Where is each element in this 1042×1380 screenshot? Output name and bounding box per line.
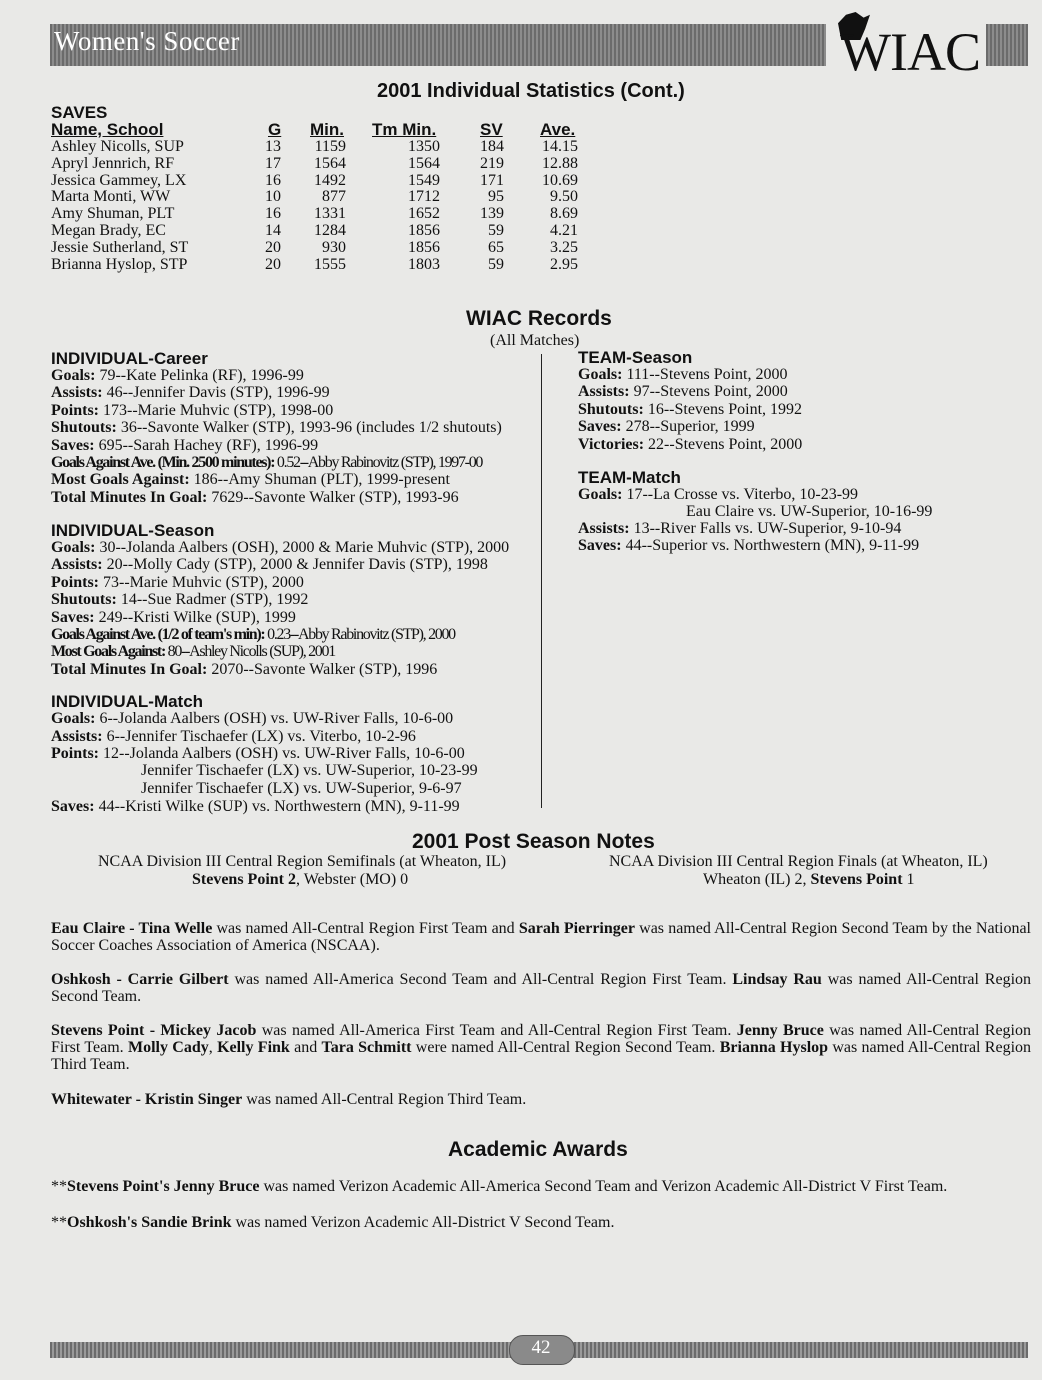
record-line [51,643,335,661]
note-text: was named All-America First Team and All-Central Region First Team. [256,1022,737,1039]
note-text: was named All-Central Region Third Team. [242,1091,527,1108]
table-cell-player-name: Ashley Nicolls, SUP [51,138,184,155]
record-line [51,591,308,609]
note-highlight: Eau Claire - Tina Welle [51,920,213,937]
table-cell-saves: 59 [488,222,504,239]
table-cell-minutes: 930 [322,238,346,256]
table-row [0,138,1042,156]
note-text: and [289,1039,322,1056]
table-row [0,256,1042,274]
records-title: WIAC Records [466,307,612,330]
table-cell-player-name: Jessica Gammey, LX [51,171,187,189]
table-cell-player-name: Apryl Jennrich, RF [51,154,175,172]
record-line [51,539,509,557]
record-line [51,419,502,437]
column-header-min: Min. [310,120,344,139]
record-line [51,556,488,574]
team-match-heading: TEAM-Match [578,468,681,487]
match-points-record-cont: Jennifer Tischaefer (LX) vs. UW-Superior, 10-23-99 [141,762,478,779]
note-text: ** [51,1214,67,1231]
table-cell-games: 20 [265,238,281,256]
match-assists-record: Assists: 6--Jennifer Tischaefer (LX) vs. Viterbo, 10-2-96 [51,728,416,745]
team-match-assists-record: Assists: 13--River Falls vs. UW-Superior, 9-10-94 [578,520,902,537]
note-highlight: Tara Schmitt [321,1039,412,1056]
record-label: Most Goals Against: [51,643,165,661]
column-header-sv: SV [480,120,503,139]
column-divider [541,354,542,808]
team-match-saves-record: Saves: 44--Superior vs. Northwestern (MN), 9-11-99 [578,537,920,554]
note-paragraph [51,1214,1031,1231]
academic-awards-title: Academic Awards [448,1138,628,1161]
record-line [51,437,318,455]
note-paragraph [51,920,1031,954]
record-label: Goals Against Ave. (1/2 of team's min): [51,626,265,643]
note-text: was named All-Central Region Third Team. [51,1039,1032,1073]
individual-match-heading: INDIVIDUAL-Match [51,692,204,711]
record-value: 0.52--Abby Rabinovitz (STP), 1997-00 [274,454,483,471]
record-label: Saves: [578,418,622,436]
record-value: 16--Stevens Point, 1992 [643,400,803,418]
table-cell-games: 20 [265,255,281,273]
table-cell-team-minutes: 1350 [408,138,440,155]
record-label: Total Minutes In Goal: [51,660,208,678]
record-label: Goals Against Ave. (Min. 2500 minutes): [51,454,275,471]
record-value: 278--Superior, 1999 [621,418,755,436]
table-cell-player-name: Megan Brady, EC [51,222,166,239]
table-cell-average: 2.95 [550,255,578,273]
table-cell-player-name: Amy Shuman, PLT [51,205,175,223]
table-row [0,188,1042,206]
record-value: 80--Ashley Nicolls (SUP), 2001 [164,643,335,661]
table-cell-team-minutes: 1549 [408,171,440,189]
record-line [578,401,802,419]
record-line [51,489,459,507]
record-value: 22--Stevens Point, 2000 [644,435,803,453]
table-cell-minutes: 1555 [314,255,346,273]
table-cell-team-minutes: 1856 [408,238,440,256]
column-header-tm-min: Tm Min. [372,120,437,139]
record-label: Total Minutes In Goal: [51,488,208,506]
semifinal-result: Stevens Point 2, Webster (MO) 0 [192,871,409,888]
record-line [51,367,304,385]
record-line [51,471,450,489]
record-value: 173--Marie Muhvic (STP), 1998-00 [99,401,334,419]
record-line [51,454,482,472]
note-text: was named All-Central Region Second Team by the National Soccer Coaches Association of America (NSCAA). [51,920,1031,954]
table-row [0,222,1042,240]
record-line [578,418,755,436]
record-line [51,609,296,627]
table-cell-average: 3.25 [550,238,578,256]
table-cell-player-name: Jessie Sutherland, ST [51,238,189,256]
table-cell-average: 12.88 [542,154,578,172]
final-result: Wheaton (IL) 2, Stevens Point 1 [703,871,915,888]
record-line [51,661,437,679]
record-value: 2070--Savonte Walker (STP), 1996 [207,660,438,678]
note-text: was named All-Central Region First Team and [212,920,519,937]
table-cell-average: 9.50 [550,188,578,206]
note-text: was named Verizon Academic All-America Second Team and Verizon Academic All-District V First Team. [259,1178,948,1195]
table-cell-minutes: 1159 [314,138,346,155]
record-label: Points: [51,401,99,419]
record-value: 249--Kristi Wilke (SUP), 1999 [94,608,296,626]
table-cell-average: 8.69 [550,205,578,223]
record-value: 111--Stevens Point, 2000 [622,366,788,383]
record-value: 14--Sue Radmer (STP), 1992 [116,591,309,609]
table-cell-team-minutes: 1652 [408,205,440,223]
note-text: was named Verizon Academic All-District V Second Team. [231,1214,615,1231]
team-season-heading: TEAM-Season [578,348,693,367]
match-goals-record: Goals: 6--Jolanda Aalbers (OSH) vs. UW-River Falls, 10-6-00 [51,710,454,727]
note-highlight: Stevens Point - Mickey Jacob [51,1022,257,1039]
table-cell-player-name: Marta Monti, WW [51,188,171,206]
record-label: Saves: [51,608,95,626]
table-cell-team-minutes: 1564 [408,154,440,172]
record-label: Assists: [578,383,630,401]
record-value: 7629--Savonte Walker (STP), 1993-96 [207,488,459,506]
record-value: 186--Amy Shuman (PLT), 1999-present [189,471,450,489]
note-text: ** [51,1178,67,1195]
note-paragraph [51,1022,1031,1073]
note-text: were named All-Central Region Second Team. [411,1039,720,1056]
table-cell-minutes: 1284 [314,222,346,239]
note-highlight: Oshkosh - Carrie Gilbert [51,971,229,988]
table-cell-saves: 59 [488,255,504,273]
note-text: was named All-Central Region Second Team. [51,971,1032,1005]
saves-category-label: SAVES [51,103,108,122]
column-header-g: G [268,120,282,139]
team-match-goals-record-cont: Eau Claire vs. UW-Superior, 10-16-99 [686,503,933,520]
record-line [51,384,330,402]
record-line [51,402,333,420]
table-cell-saves: 219 [480,154,504,172]
table-cell-games: 17 [265,154,281,172]
semifinal-event: NCAA Division III Central Region Semifinals (at Wheaton, IL) [98,853,507,870]
post-season-title: 2001 Post Season Notes [412,830,655,853]
table-cell-team-minutes: 1803 [408,255,440,273]
final-event: NCAA Division III Central Region Finals (at Wheaton, IL) [609,853,988,870]
record-label: Most Goals Against: [51,471,190,489]
record-value: 695--Sarah Hachey (RF), 1996-99 [94,436,319,454]
page-title: Women's Soccer [54,26,240,56]
record-label: Victories: [578,435,645,453]
record-label: Shutouts: [51,591,117,609]
table-cell-average: 14.15 [542,138,578,155]
table-cell-games: 10 [265,188,281,206]
table-cell-games: 16 [265,205,281,223]
table-cell-saves: 184 [480,138,504,155]
record-label: Assists: [51,384,103,402]
record-label: Goals: [578,366,623,383]
note-highlight: Lindsay Rau [732,971,822,988]
note-paragraph [51,1178,1031,1195]
note-highlight: Whitewater - Kristin Singer [51,1091,243,1108]
note-text: was named All-Central Region First Team. [51,1022,1031,1056]
table-cell-minutes: 1492 [314,171,346,189]
record-line [578,366,787,384]
table-cell-saves: 65 [488,238,504,256]
column-header-name: Name, School [51,120,164,139]
note-highlight: Stevens Point's Jenny Bruce [67,1178,260,1195]
record-value: 20--Molly Cady (STP), 2000 & Jennifer Davis (STP), 1998 [102,556,488,574]
individual-career-heading: INDIVIDUAL-Career [51,349,208,368]
wiac-logo-text: WIAC [840,22,980,82]
record-value: 30--Jolanda Aalbers (OSH), 2000 & Marie Muhvic (STP), 2000 [95,539,510,556]
note-highlight: Jenny Bruce [736,1022,824,1039]
record-label: Saves: [51,436,95,454]
match-points-record: Points: 12--Jolanda Aalbers (OSH) vs. UW-River Falls, 10-6-00 [51,745,465,762]
table-cell-minutes: 877 [322,188,346,206]
record-line [578,383,788,401]
record-value: 79--Kate Pelinka (RF), 1996-99 [95,367,304,384]
note-highlight: Kelly Fink [217,1039,290,1056]
column-header-ave: Ave. [540,120,576,139]
record-label: Goals: [51,539,96,556]
note-text: , [208,1039,218,1056]
record-label: Goals: [51,367,96,384]
table-cell-minutes: 1564 [314,154,346,172]
note-highlight: Oshkosh's Sandie Brink [67,1214,232,1231]
record-value: 73--Marie Muhvic (STP), 2000 [99,573,304,591]
table-cell-saves: 95 [488,188,504,206]
table-cell-games: 13 [265,138,281,155]
table-row [0,155,1042,173]
table-row [0,172,1042,190]
records-subtitle: (All Matches) [490,332,580,349]
record-value: 97--Stevens Point, 2000 [629,383,788,401]
record-line [578,436,802,454]
table-cell-average: 4.21 [550,222,578,239]
table-cell-games: 14 [265,222,281,239]
record-value: 36--Savonte Walker (STP), 1993-96 (includes 1/2 shutouts) [116,419,502,437]
table-cell-team-minutes: 1856 [408,222,440,239]
record-value: 46--Jennifer Davis (STP), 1996-99 [102,384,330,402]
match-saves-record: Saves: 44--Kristi Wilke (SUP) vs. Northwestern (MN), 9-11-99 [51,798,460,815]
record-label: Points: [51,573,99,591]
record-line [51,626,455,644]
table-cell-saves: 171 [480,171,504,189]
note-paragraph [51,1091,1031,1108]
stats-title: 2001 Individual Statistics (Cont.) [377,80,685,102]
note-text: was named All-America Second Team and All-Central Region First Team. [228,971,733,988]
note-paragraph [51,971,1031,1005]
team-match-goals-record: Goals: 17--La Crosse vs. Viterbo, 10-23-99 [578,486,859,503]
record-value: 0.23--Abby Rabinovitz (STP), 2000 [264,626,455,643]
note-highlight: Molly Cady [127,1039,209,1056]
match-points-record-cont: Jennifer Tischaefer (LX) vs. UW-Superior, 9-6-97 [141,780,462,797]
individual-season-heading: INDIVIDUAL-Season [51,521,215,540]
table-cell-average: 10.69 [542,171,578,189]
note-highlight: Brianna Hyslop [719,1039,829,1056]
page-number: 42 [531,1337,551,1358]
record-line [51,574,304,592]
record-label: Shutouts: [51,419,117,437]
record-label: Assists: [51,556,103,574]
table-row [0,205,1042,223]
table-cell-saves: 139 [480,205,504,223]
table-cell-team-minutes: 1712 [408,188,440,206]
table-cell-games: 16 [265,171,281,189]
record-label: Shutouts: [578,400,644,418]
note-highlight: Sarah Pierringer [518,920,635,937]
wiac-logo [826,12,986,82]
table-row [0,239,1042,257]
table-cell-player-name: Brianna Hyslop, STP [51,255,188,273]
table-cell-minutes: 1331 [314,205,346,223]
